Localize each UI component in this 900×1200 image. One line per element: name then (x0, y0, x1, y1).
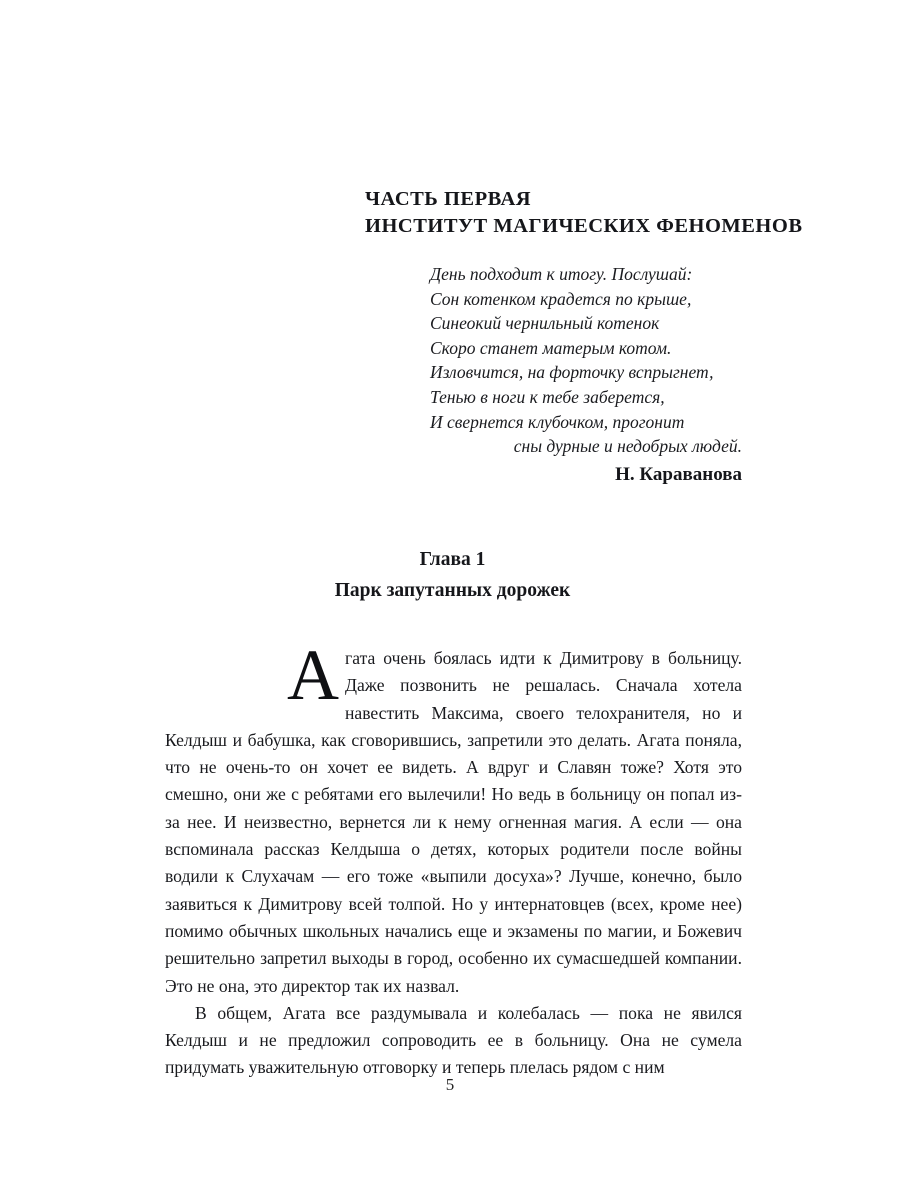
paragraph-first-text: гата очень боялась идти к Димитрову в больницу. Даже позвонить не решалась. Сначала хотела навестить Максима, своего телохранителя, но и Келдыш и бабушка, как сговорившись, запретили это делать. Агата поняла, что не очень-то он хочет ее видеть. А вдруг и Славян тоже? Хотя это смешно, они же с ребятами его вылечили! Но ведь в больницу он попал из-за нее. И неизвестно, вернется ли к нему огненная магия. А если — она вспоминала рассказ Келдыша о детях, которых родители после войны водили к Слухачам — его тоже «выпили досуха»? Лучше, конечно, было заявиться к Димитрову всей толпой. Но у интернатовцев (всех, кроме нее) помимо обычных школьных начались еще и экзамены по магии, и Божевич решительно запретил выходы в город, особенно их сумасшедшей компании. Это не она, это директор так их назвал. (165, 648, 742, 996)
epigraph (430, 262, 742, 487)
chapter-title: Парк запутанных дорожек (334, 580, 571, 601)
epigraph-line: Сон котенком крадется по крыше, (430, 288, 692, 309)
paragraph-second: В общем, Агата все раздумывала и колебалась — пока не явился Келдыш и не предложил сопроводить ее в больницу. Она не сумела придумать уважительную отговорку и теперь плелась рядом с ним (165, 1002, 742, 1078)
part-heading-line-2: ИНСТИТУТ МАГИЧЕСКИХ ФЕНОМЕНОВ (365, 215, 803, 237)
page-number: 5 (445, 1075, 455, 1094)
epigraph-line: Скоро станет матерым котом. (430, 337, 672, 358)
chapter-heading (165, 546, 740, 604)
epigraph-line: Тенью в ноги к тебе заберется, (430, 386, 665, 407)
part-heading-line-1: ЧАСТЬ ПЕРВАЯ (365, 188, 532, 210)
epigraph-line: Синеокий чернильный котенок (430, 313, 660, 334)
epigraph-line: Изловчится, на форточку вспрыгнет, (430, 362, 714, 383)
epigraph-line: И свернется клубочком, прогонит (430, 411, 685, 432)
epigraph-attribution: Н. Караванова (615, 463, 742, 485)
chapter-number: Глава 1 (419, 549, 486, 570)
epigraph-line: сны дурные и недобрых людей. (513, 436, 742, 457)
drop-cap: А (287, 635, 339, 715)
body-text (165, 635, 742, 1082)
paragraph-first (165, 635, 742, 1000)
epigraph-line: День подходит к итогу. Послушай: (430, 264, 693, 284)
part-heading (365, 186, 803, 240)
